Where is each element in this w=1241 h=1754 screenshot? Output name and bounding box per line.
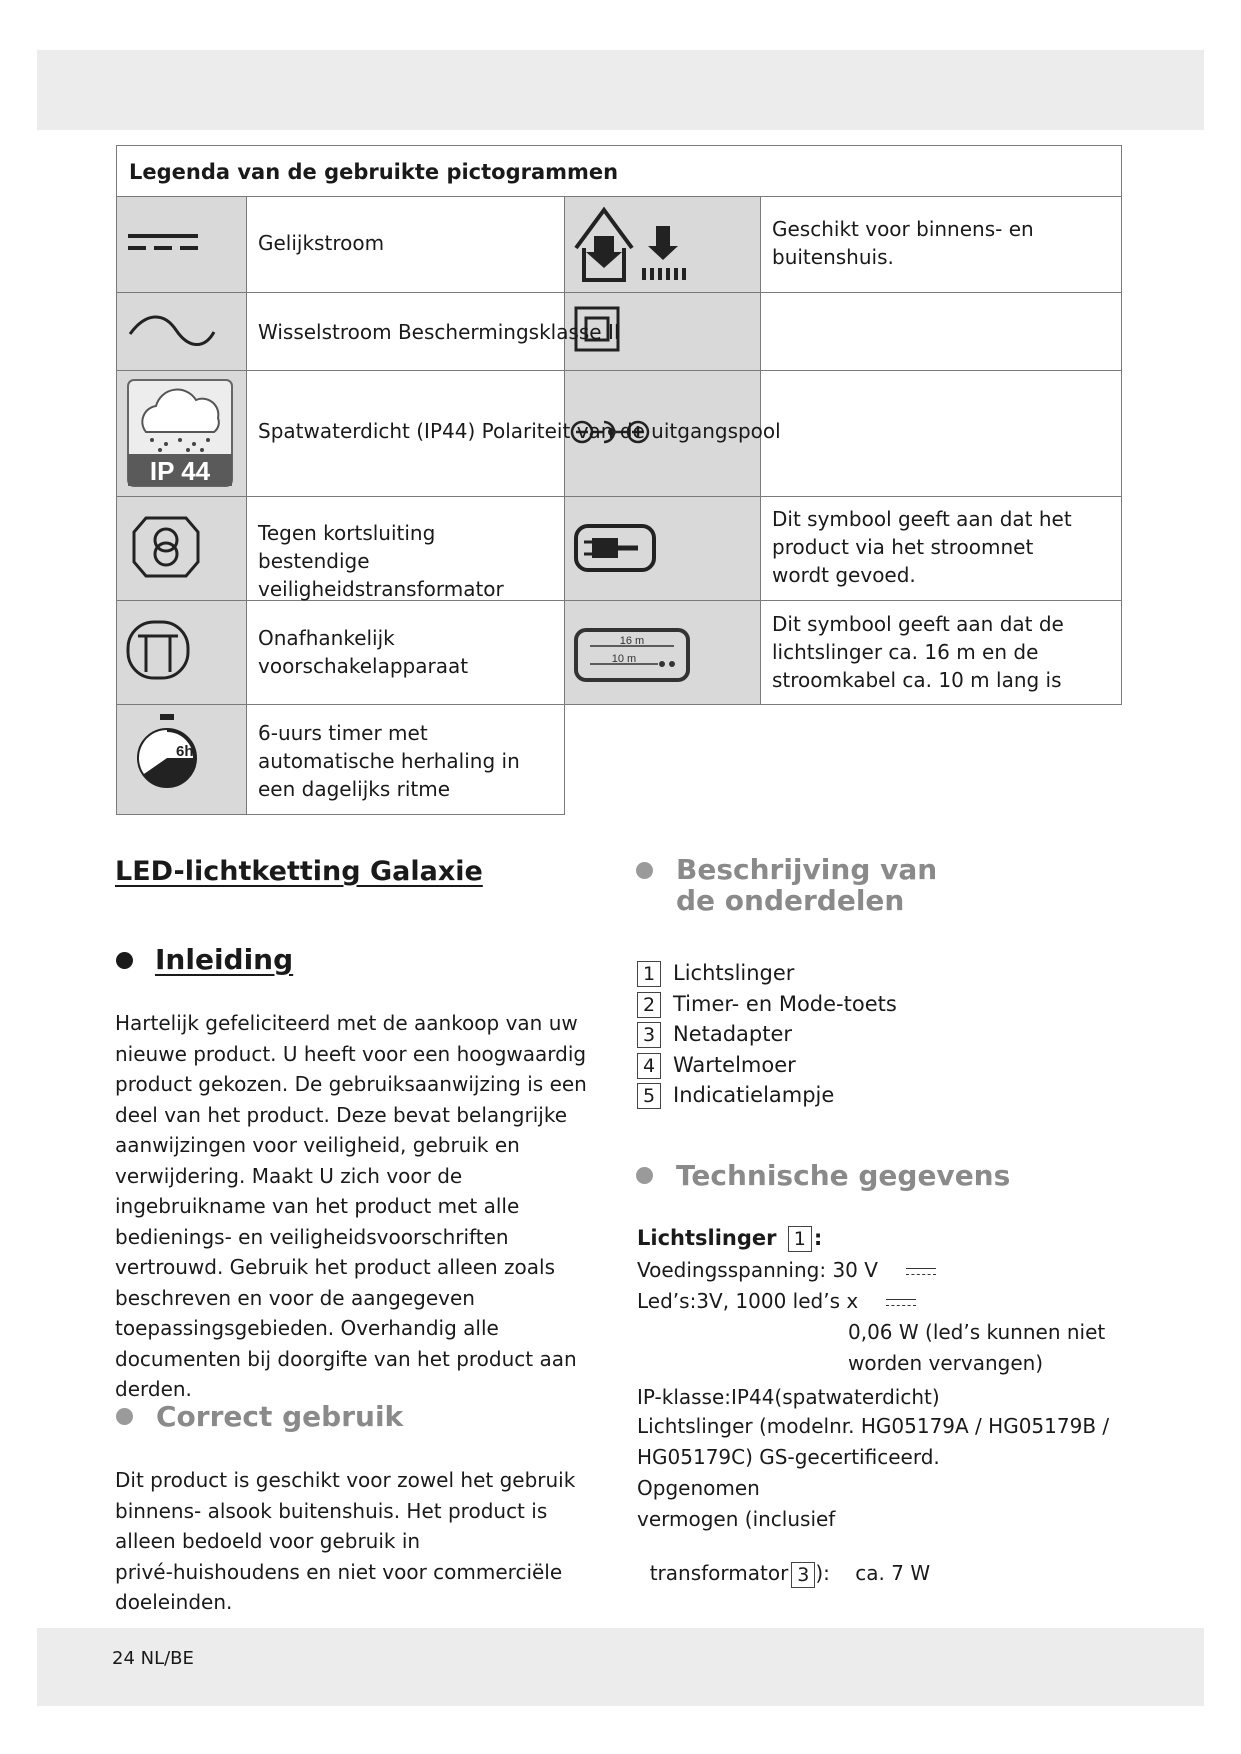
part-number-box: 2 — [637, 992, 661, 1018]
intro-heading: Inleiding — [155, 943, 294, 976]
tech-power-3 — [637, 1537, 930, 1588]
tech-leds — [637, 1289, 916, 1313]
ip44-label: IP 44 — [149, 456, 211, 486]
tech-model: Lichtslinger (modelnr. HG05179A / HG05179B / — [637, 1414, 1110, 1438]
tech-leds-label: Led’s:3V, 1000 led’s x — [637, 1289, 859, 1313]
tech-subheading: Lichtslinger 1 : — [637, 1226, 823, 1250]
timer-label: 6h — [176, 743, 194, 760]
legend-indoor-outdoor-text: Geschikt voor binnens- en buitenshuis. — [772, 217, 1034, 269]
part-item — [637, 958, 794, 988]
tech-led-power: 0,06 W (led’s kunnen niet — [848, 1320, 1106, 1344]
tech-power-value: ): ca. 7 W — [815, 1561, 931, 1585]
bullet-icon — [116, 952, 133, 969]
mains-plug-icon — [562, 496, 758, 600]
ac-current-icon — [116, 292, 244, 370]
part-label: Timer- en Mode-toets — [673, 991, 897, 1016]
tech-model-2: HG05179C) GS-gecertificeerd. — [637, 1445, 940, 1469]
ip44-splash-icon — [116, 370, 244, 496]
part-label: Wartelmoer — [673, 1052, 796, 1077]
legend-ac-text: Wisselstroom Beschermingsklasse II — [258, 320, 620, 344]
tech-subheading-label: Lichtslinger — [637, 1226, 777, 1250]
legend-text-cell — [760, 292, 1122, 371]
tech-power-prefix: transformator — [649, 1561, 789, 1585]
correct-use-text: Dit product is geschikt voor zowel het gebruik binnens- alsook buitenshuis. Het product is alleen bedoeld voor gebruik in privé-huishoudens en niet voor commerciële doeleinden. — [115, 1468, 576, 1614]
part-item — [637, 989, 897, 1019]
legend-length-text: Dit symbool geeft aan dat de lichtslinger ca. 16 m en de stroomkabel ca. 10 m lang is — [772, 612, 1064, 692]
page-number: 24 NL/BE — [112, 1648, 194, 1669]
part-number-box: 5 — [637, 1083, 661, 1109]
part-number-box: 4 — [637, 1053, 661, 1079]
length-icon — [562, 600, 758, 704]
dc-symbol-icon — [906, 1267, 936, 1277]
legend-title: Legenda van de gebruikte pictogrammen — [129, 160, 619, 184]
header-band — [37, 50, 1204, 130]
tech-voltage-label: Voedingsspanning: 30 V — [637, 1258, 878, 1282]
bullet-icon — [636, 862, 653, 879]
timer-6h-icon — [116, 704, 244, 810]
part-label: Indicatielampje — [673, 1083, 835, 1107]
legend-ballast-text: Onafhankelijk voorschakelapparaat — [258, 626, 469, 678]
dc-current-icon — [116, 196, 244, 292]
length-cable-label: 10 m — [611, 653, 637, 665]
part-number-box: 3 — [791, 1562, 815, 1588]
legend-dc-text: Gelijkstroom — [258, 231, 385, 255]
independent-ballast-icon — [116, 600, 244, 704]
tech-led-power-2: worden vervangen) — [848, 1351, 1044, 1375]
part-item — [637, 1050, 796, 1080]
part-number-box: 3 — [637, 1022, 661, 1048]
part-item — [637, 1080, 834, 1110]
legend-ip44-text: Spatwaterdicht (IP44) Polariteit van de uitgangspool — [258, 419, 781, 443]
parts-heading: Beschrijving van de onderdelen — [676, 853, 938, 917]
part-number-box: 1 — [637, 961, 661, 987]
tech-voltage — [637, 1258, 936, 1282]
part-label: Lichtslinger — [673, 961, 795, 985]
part-label: Netadapter — [673, 1022, 793, 1046]
tech-heading: Technische gegevens — [676, 1159, 1011, 1192]
legend-text-cell — [760, 370, 1122, 497]
bullet-icon — [636, 1167, 653, 1184]
tech-power: Opgenomen — [637, 1476, 760, 1500]
indoor-outdoor-icon — [562, 196, 758, 292]
footer-band — [37, 1628, 1204, 1706]
tech-ip-class: IP-klasse:IP44(spatwaterdicht) — [637, 1385, 940, 1409]
legend-timer-text: 6-uurs timer met automatische herhaling in een dagelijks ritme — [258, 721, 520, 801]
legend-mains-text: Dit symbool geeft aan dat het product via het stroomnet wordt gevoed. — [772, 507, 1072, 587]
short-circuit-transformer-icon — [116, 496, 244, 600]
bullet-icon — [116, 1408, 133, 1425]
dc-symbol-icon — [886, 1298, 916, 1308]
legend-transformer-text: Tegen kortsluiting bestendige veiligheidstransformator — [258, 521, 504, 601]
tech-power-2: vermogen (inclusief — [637, 1507, 836, 1531]
part-item — [637, 1019, 792, 1049]
part-number-box: 1 — [788, 1226, 812, 1252]
intro-text: Hartelijk gefeliciteerd met de aankoop van uw nieuwe product. U heeft voor een hoogwaardig product gekozen. De gebruiksaanwijzing is een deel van het product. Deze bevat belangrijke aanwijzingen voor veiligheid, gebruik en verwijdering. Maakt U zich voor de ingebruikname van het product met alle bedienings- en veiligheidsvoorschriften vertrouwd. Gebruik het product alleen zoals beschreven en voor de aangegeven toepassingsgebieden. Overhandig alle documenten bij doorgifte van het product aan derden. — [115, 1011, 587, 1401]
product-title: LED-lichtketting Galaxie — [115, 856, 483, 887]
length-string-label: 16 m — [619, 635, 645, 647]
correct-use-heading: Correct gebruik — [156, 1400, 404, 1433]
